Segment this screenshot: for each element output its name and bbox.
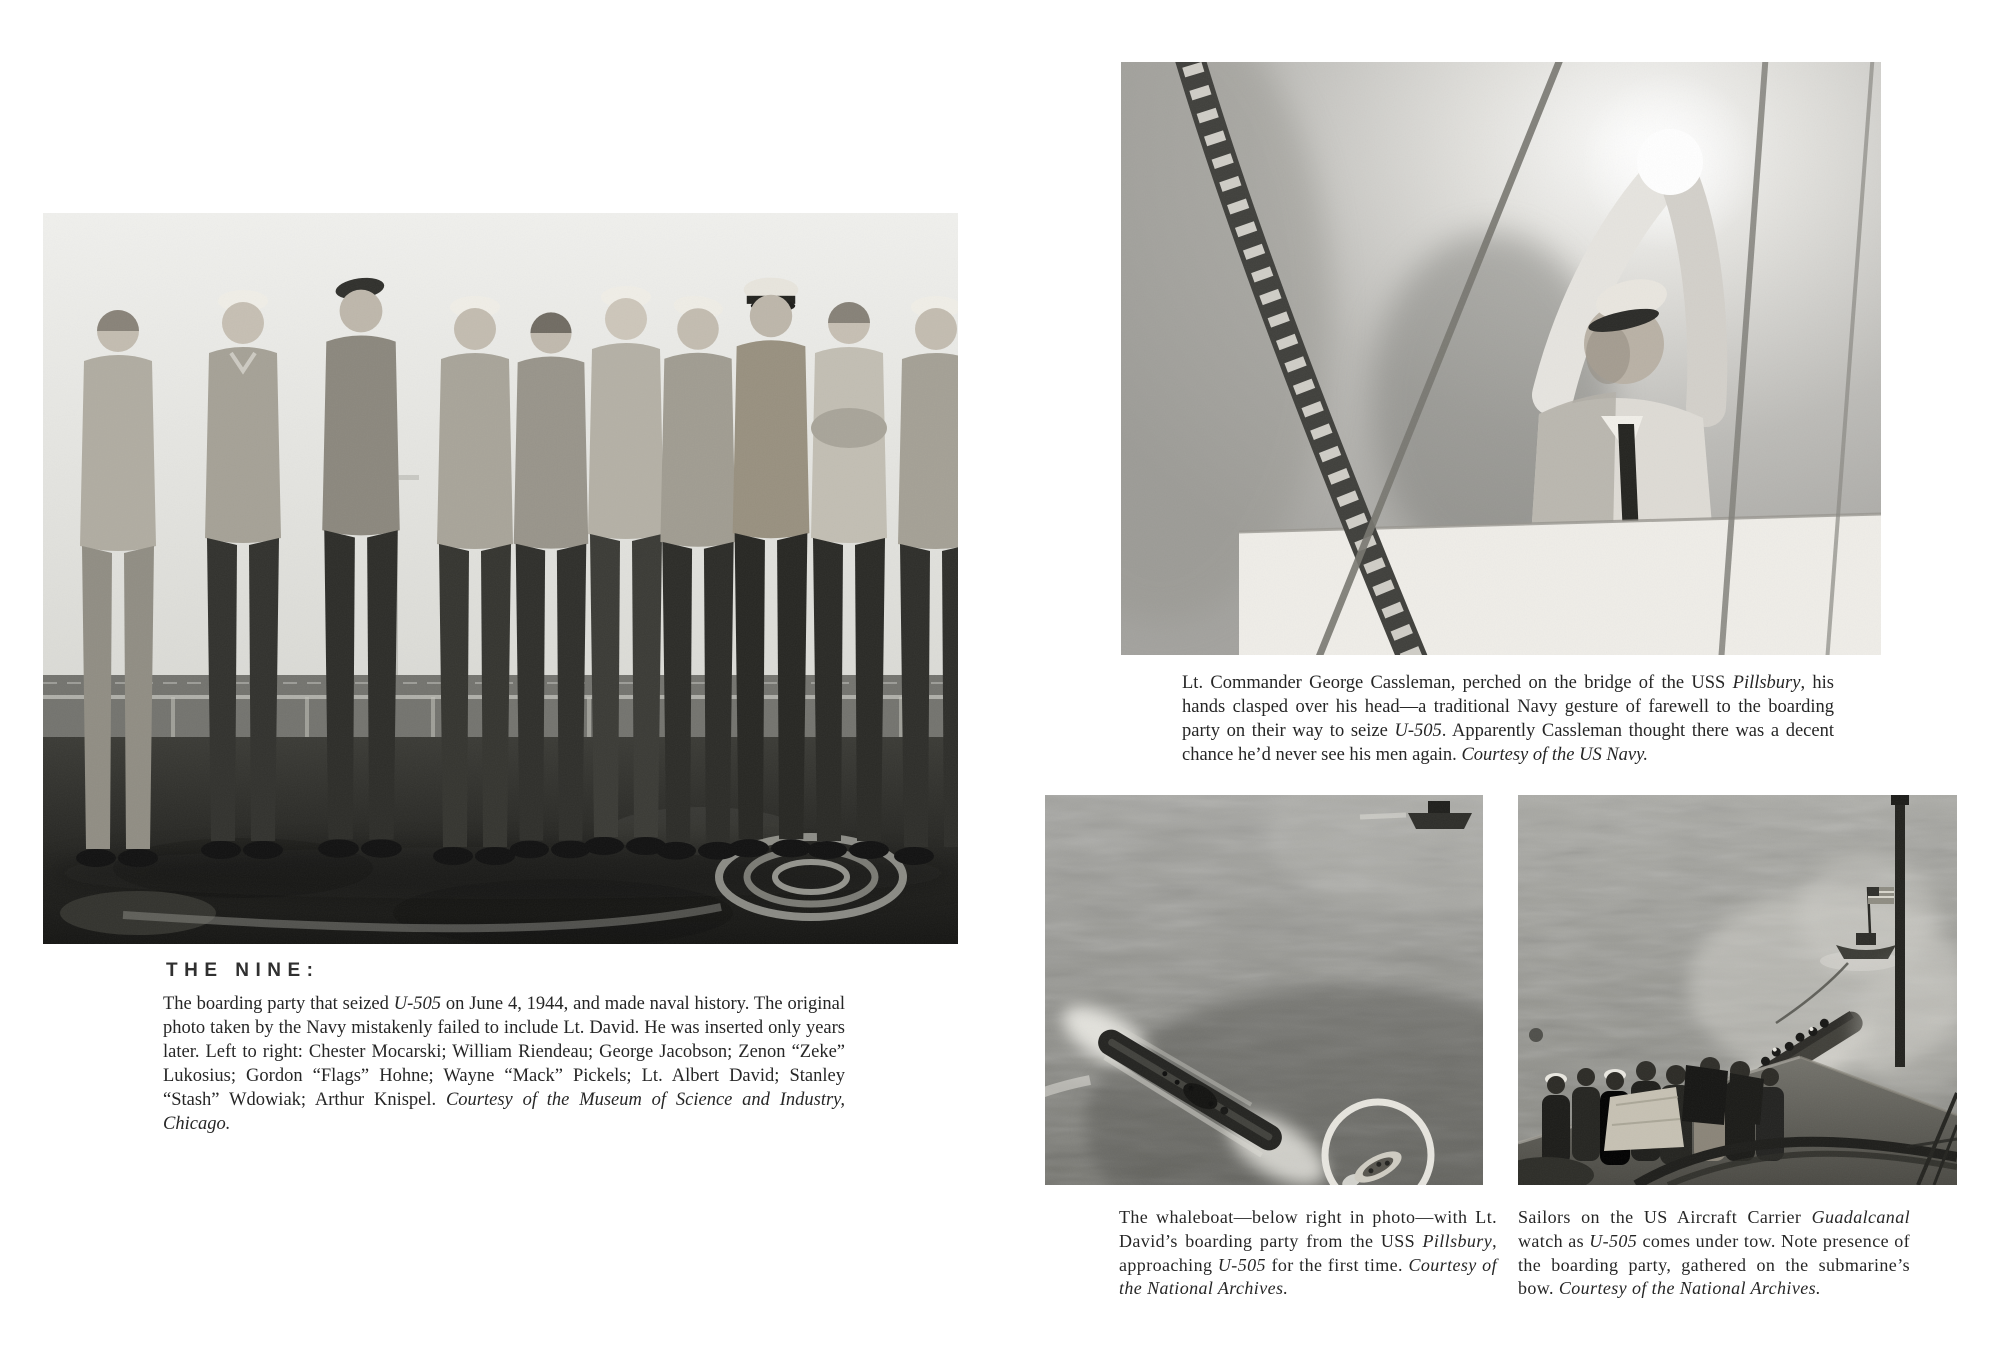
photo-whaleboat-aerial [1045, 795, 1483, 1185]
photo-the-nine [43, 213, 958, 944]
figure-heading-the-nine: THE NINE: [166, 960, 320, 981]
figure-caption-the-nine: The boarding party that seized U-505 on June 4, 1944, and made naval history. The original photo taken by the Navy mistakenly failed to include Lt. David. He was inserted only years later. Left to right: Chester Mocarski; William Riendeau; George Jacobson; Zenon “Zeke” Lukosius; Gordon “Flags” Hohne; Wayne “Mack” Pickels; Lt. Albert David; Stanley “Stash” Wdowiak; Arthur Knispel. Courtesy of the Museum of Science and Industry, Chicago. [163, 994, 846, 1135]
photo-cassleman-bridge [1121, 62, 1881, 655]
photo-guadalcanal-deck [1518, 795, 1957, 1185]
photo-whaleboat-art [1045, 795, 1483, 1185]
photo-guadalcanal-art [1518, 795, 1957, 1185]
photo-the-nine-art [43, 213, 958, 944]
figure-caption-guadalcanal: Sailors on the US Aircraft Carrier Guadalcanal watch as U-505 comes under tow. Note presence of the boarding party, gathered on the submarine’s bow. Courtesy of the National Archives. [1518, 1207, 1910, 1299]
photo-cassleman-art [1121, 62, 1881, 655]
figure-caption-whaleboat: The whaleboat—below right in photo—with Lt. David’s boarding party from the USS Pillsbury, approaching U-505 for the first time. Courtesy of the National Archives. [1119, 1207, 1497, 1299]
figure-caption-cassleman: Lt. Commander George Cassleman, perched on the bridge of the USS Pillsbury, his hands clasped over his head—a traditional Navy gesture of farewell to the boarding party on their way to seize U-505. Apparently Cassleman thought there was a decent chance he’d never see his men again. Courtesy of the US Navy. [1182, 673, 1835, 766]
